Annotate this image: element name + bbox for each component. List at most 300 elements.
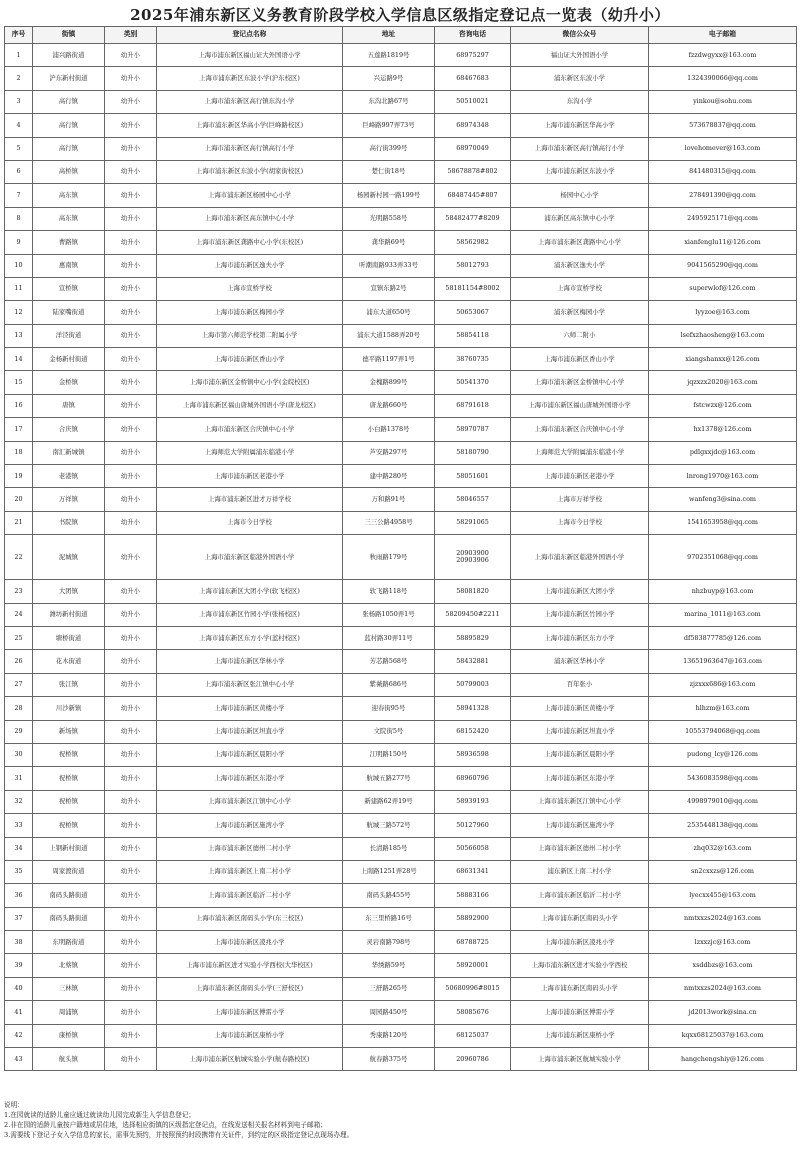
site-name-cell: 上海市浦东新区南码头小学(东三校区)	[157, 907, 343, 930]
row-number: 18	[5, 441, 33, 464]
phone-cell: 58920001	[435, 954, 511, 977]
table-row	[5, 767, 797, 790]
table-row	[5, 1001, 797, 1024]
type-cell: 幼升小	[105, 650, 157, 673]
phone-cell: 58180790	[435, 441, 511, 464]
page-title: 2025年浦东新区义务教育阶段学校入学信息区级指定登记点一览表（幼升小）	[130, 6, 670, 24]
table-row	[5, 207, 797, 230]
table-row	[5, 67, 797, 90]
row-number: 31	[5, 767, 33, 790]
type-cell: 幼升小	[105, 580, 157, 603]
row-number: 12	[5, 301, 33, 324]
phone-cell: 68152420	[435, 720, 511, 743]
note-line: 3.需要线下登记子女入学信息的家长，需事先预约，并按照预约时段携带有关证件，到约定的区级指定登记点现场办理。	[4, 1131, 354, 1139]
site-name-cell: 上海市浦东新区上南二村小学	[157, 860, 343, 883]
address-cell: 秀康路120号	[343, 1024, 435, 1047]
wechat-cell: 上海市浦东新区晨阳小学	[511, 743, 649, 766]
address-cell: 五莲路1819号	[343, 44, 435, 67]
town-cell: 沪东新村街道	[33, 67, 105, 90]
phone-cell: 38760735	[435, 348, 511, 371]
address-cell: 三三公路4958号	[343, 511, 435, 534]
wechat-cell: 浦东新区高东镇中心小学	[511, 207, 649, 230]
town-cell: 唐镇	[33, 394, 105, 417]
wechat-cell: 上海市浦东新区德州二村小学	[511, 837, 649, 860]
row-number: 20	[5, 488, 33, 511]
town-cell: 川沙新镇	[33, 697, 105, 720]
wechat-cell: 上海师范大学附属浦东临港小学	[511, 441, 649, 464]
site-name-cell: 上海市浦东新区合庆镇中心小学	[157, 418, 343, 441]
town-cell: 航头镇	[33, 1048, 105, 1071]
site-name-cell: 上海市浦东新区杨园中心小学	[157, 184, 343, 207]
table-row	[5, 954, 797, 977]
type-cell: 幼升小	[105, 488, 157, 511]
email-cell: 10553794068@qq.com	[649, 720, 797, 743]
header-email: 电子邮箱	[649, 27, 797, 44]
wechat-cell: 浦东新区上南二村小学	[511, 860, 649, 883]
row-number: 30	[5, 743, 33, 766]
wechat-cell: 上海市万祥学校	[511, 488, 649, 511]
phone-cell: 58012793	[435, 254, 511, 277]
type-cell: 幼升小	[105, 44, 157, 67]
wechat-cell: 上海市浦东新区坦直小学	[511, 720, 649, 743]
phone-cell: 58883166	[435, 884, 511, 907]
phone-cell: 68487445#807	[435, 184, 511, 207]
row-number: 38	[5, 931, 33, 954]
type-cell: 幼升小	[105, 954, 157, 977]
phone-cell: 68974348	[435, 114, 511, 137]
table-row	[5, 324, 797, 347]
address-cell: 软飞路118号	[343, 580, 435, 603]
site-name-cell: 上海市浦东新区高东镇中心小学	[157, 207, 343, 230]
address-cell: 龚华路69号	[343, 231, 435, 254]
phone-cell: 58291065	[435, 511, 511, 534]
email-cell: 841480315@qq.com	[649, 160, 797, 183]
note-line: 1.在园就读的适龄儿童应通过就读幼儿园完成新生入学信息登记；	[4, 1111, 195, 1119]
email-cell: hlhzm@163.com	[649, 697, 797, 720]
phone-cell: 58678878#802	[435, 160, 511, 183]
address-cell: 宣镇东路2号	[343, 277, 435, 300]
site-name-cell: 上海市浦东新区晨阳小学	[157, 743, 343, 766]
email-cell: kqxx68125037@163.com	[649, 1024, 797, 1047]
wechat-cell: 上海市浦东新区南码头小学	[511, 907, 649, 930]
address-cell: 浦东大道650号	[343, 301, 435, 324]
town-cell: 高行镇	[33, 90, 105, 113]
address-cell: 唐龙路660号	[343, 394, 435, 417]
table-row	[5, 860, 797, 883]
table-row	[5, 603, 797, 626]
row-number: 13	[5, 324, 33, 347]
table-row	[5, 697, 797, 720]
wechat-cell: 杨园中心小学	[511, 184, 649, 207]
type-cell: 幼升小	[105, 1024, 157, 1047]
wechat-cell: 上海市浦东新区南码头小学	[511, 977, 649, 1000]
row-number: 21	[5, 511, 33, 534]
site-name-cell: 上海市浦东新区张江镇中心小学	[157, 673, 343, 696]
site-name-cell: 上海市浦东新区逸夫小学	[157, 254, 343, 277]
table-row	[5, 488, 797, 511]
phone-cell: 58892900	[435, 907, 511, 930]
row-number: 15	[5, 371, 33, 394]
wechat-cell: 浦东新区逸夫小学	[511, 254, 649, 277]
table-row	[5, 673, 797, 696]
wechat-cell: 上海市浦东新区凌兆小学	[511, 931, 649, 954]
town-cell: 张江镇	[33, 673, 105, 696]
type-cell: 幼升小	[105, 790, 157, 813]
site-name-cell: 上海市浦东新区福山唐城外国语小学(唐龙校区)	[157, 394, 343, 417]
email-cell: 5436083598@qq.com	[649, 767, 797, 790]
table-header-row	[5, 27, 797, 44]
table-row	[5, 931, 797, 954]
email-cell: fstcwzx@126.com	[649, 394, 797, 417]
table-row	[5, 580, 797, 603]
town-cell: 周浦镇	[33, 1001, 105, 1024]
type-cell: 幼升小	[105, 277, 157, 300]
table-row	[5, 977, 797, 1000]
type-cell: 幼升小	[105, 301, 157, 324]
town-cell: 高行镇	[33, 137, 105, 160]
wechat-cell: 上海市浦东新区香山小学	[511, 348, 649, 371]
phone-cell: 20960786	[435, 1048, 511, 1071]
town-cell: 新场镇	[33, 720, 105, 743]
row-number: 26	[5, 650, 33, 673]
row-number: 35	[5, 860, 33, 883]
site-name-cell: 上海市浦东新区老港小学	[157, 465, 343, 488]
wechat-cell: 上海市浦东新区金桥镇中心小学	[511, 371, 649, 394]
site-name-cell: 上海师范大学附属浦东临港小学	[157, 441, 343, 464]
email-cell: zjzxxx686@163.com	[649, 673, 797, 696]
town-cell: 南码头路街道	[33, 907, 105, 930]
type-cell: 幼升小	[105, 371, 157, 394]
phone-cell: 58970787	[435, 418, 511, 441]
email-cell: 1541653958@qq.com	[649, 511, 797, 534]
address-cell: 航城五路277号	[343, 767, 435, 790]
table-row	[5, 114, 797, 137]
wechat-cell: 上海市宣桥学校	[511, 277, 649, 300]
email-cell: 9041565290@qq.com	[649, 254, 797, 277]
phone-cell: 68467683	[435, 67, 511, 90]
town-cell: 周家渡街道	[33, 860, 105, 883]
row-number: 42	[5, 1024, 33, 1047]
site-name-cell: 上海市浦东新区金桥镇中心小学(金皖校区)	[157, 371, 343, 394]
table-row	[5, 441, 797, 464]
site-name-cell: 上海市浦东新区施湾小学	[157, 814, 343, 837]
row-number: 41	[5, 1001, 33, 1024]
row-number: 24	[5, 603, 33, 626]
site-name-cell: 上海市浦东新区高行镇东沟小学	[157, 90, 343, 113]
site-name-cell: 上海市浦东新区香山小学	[157, 348, 343, 371]
town-cell: 惠南镇	[33, 254, 105, 277]
site-name-cell: 上海市浦东新区龚路中心小学(东校区)	[157, 231, 343, 254]
town-cell: 高桥镇	[33, 160, 105, 183]
email-cell: xiangshanxx@126.com	[649, 348, 797, 371]
type-cell: 幼升小	[105, 418, 157, 441]
header-address: 地址	[343, 27, 435, 44]
email-cell: hx1378@126.com	[649, 418, 797, 441]
row-number: 5	[5, 137, 33, 160]
wechat-cell: 上海市浦东新区康桥小学	[511, 1024, 649, 1047]
table-row	[5, 348, 797, 371]
site-name-cell: 上海市浦东新区航城实验小学(航春路校区)	[157, 1048, 343, 1071]
phone-cell: 50541370	[435, 371, 511, 394]
email-cell: lyyzoe@163.com	[649, 301, 797, 324]
table-row	[5, 394, 797, 417]
site-name-cell: 上海市浦东新区大团小学(软飞校区)	[157, 580, 343, 603]
phone-cell: 58181154#8002	[435, 277, 511, 300]
town-cell: 祝桥镇	[33, 790, 105, 813]
wechat-cell: 百年张小	[511, 673, 649, 696]
type-cell: 幼升小	[105, 860, 157, 883]
table-row	[5, 535, 797, 580]
wechat-cell: 东沟小学	[511, 90, 649, 113]
type-cell: 幼升小	[105, 1001, 157, 1024]
site-name-cell: 上海市浦东新区东波小学(沪东校区)	[157, 67, 343, 90]
type-cell: 幼升小	[105, 743, 157, 766]
table-row	[5, 1048, 797, 1071]
email-cell: xsddbzs@163.com	[649, 954, 797, 977]
email-cell: xianfenglu11@126.com	[649, 231, 797, 254]
type-cell: 幼升小	[105, 160, 157, 183]
table-row	[5, 790, 797, 813]
town-cell: 大团镇	[33, 580, 105, 603]
table-row	[5, 650, 797, 673]
wechat-cell: 上海市浦东新区福山唐城外国语小学	[511, 394, 649, 417]
table-row	[5, 743, 797, 766]
header-name: 登记点名称	[157, 27, 343, 44]
phone-cell: 68788725	[435, 931, 511, 954]
wechat-cell: 六师二附小	[511, 324, 649, 347]
wechat-cell: 浦东新区华林小学	[511, 650, 649, 673]
type-cell: 幼升小	[105, 137, 157, 160]
header-type: 类别	[105, 27, 157, 44]
row-number: 34	[5, 837, 33, 860]
row-number: 8	[5, 207, 33, 230]
town-cell: 书院镇	[33, 511, 105, 534]
address-cell: 江明路150号	[343, 743, 435, 766]
table-row	[5, 184, 797, 207]
wechat-cell: 上海市浦东新区临沂二村小学	[511, 884, 649, 907]
type-cell: 幼升小	[105, 931, 157, 954]
town-cell: 合庆镇	[33, 418, 105, 441]
address-cell: 周园路450号	[343, 1001, 435, 1024]
town-cell: 花木街道	[33, 650, 105, 673]
type-cell: 幼升小	[105, 1048, 157, 1071]
type-cell: 幼升小	[105, 626, 157, 649]
address-cell: 光明路558号	[343, 207, 435, 230]
table-row	[5, 371, 797, 394]
site-name-cell: 上海市浦东新区德州二村小学	[157, 837, 343, 860]
site-name-cell: 上海市浦东新区临沂二村小学	[157, 884, 343, 907]
town-cell: 浦兴路街道	[33, 44, 105, 67]
type-cell: 幼升小	[105, 673, 157, 696]
town-cell: 祝桥镇	[33, 814, 105, 837]
phone-cell: 68975297	[435, 44, 511, 67]
wechat-cell: 上海市浦东新区东波小学	[511, 160, 649, 183]
row-number: 22	[5, 535, 33, 580]
town-cell: 塘桥街道	[33, 626, 105, 649]
type-cell: 幼升小	[105, 114, 157, 137]
site-name-cell: 上海市浦东新区临港外国语小学	[157, 535, 343, 580]
row-number: 17	[5, 418, 33, 441]
table-row	[5, 44, 797, 67]
email-cell: 2495925171@qq.com	[649, 207, 797, 230]
phone-cell: 58895829	[435, 626, 511, 649]
type-cell: 幼升小	[105, 697, 157, 720]
row-number: 23	[5, 580, 33, 603]
town-cell: 北蔡镇	[33, 954, 105, 977]
town-cell: 高东镇	[33, 207, 105, 230]
phone-cell: 58209450#2211	[435, 603, 511, 626]
address-cell: 张杨路1050弄1号	[343, 603, 435, 626]
phone-cell: 50510021	[435, 90, 511, 113]
phone-cell: 68125037	[435, 1024, 511, 1047]
type-cell: 幼升小	[105, 254, 157, 277]
wechat-cell: 上海市今日学校	[511, 511, 649, 534]
site-name-cell: 上海市浦东新区东方小学(蓝村校区)	[157, 626, 343, 649]
type-cell: 幼升小	[105, 207, 157, 230]
type-cell: 幼升小	[105, 465, 157, 488]
wechat-cell: 福山证大外国语小学	[511, 44, 649, 67]
email-cell: lzxxzjc@163.com	[649, 931, 797, 954]
type-cell: 幼升小	[105, 977, 157, 1000]
address-cell: 芦安路297号	[343, 441, 435, 464]
phone-cell: 68960796	[435, 767, 511, 790]
wechat-cell: 上海市浦东新区临港外国语小学	[511, 535, 649, 580]
address-cell: 德平路1197弄1号	[343, 348, 435, 371]
type-cell: 幼升小	[105, 67, 157, 90]
row-number: 40	[5, 977, 33, 1000]
address-cell: 高行街399号	[343, 137, 435, 160]
address-cell: 秋雨路179号	[343, 535, 435, 580]
email-cell: lyecxx455@163.com	[649, 884, 797, 907]
type-cell: 幼升小	[105, 814, 157, 837]
email-cell: 9702351068@qq.com	[649, 535, 797, 580]
email-cell: wanfeng3@sina.com	[649, 488, 797, 511]
row-number: 37	[5, 907, 33, 930]
note-line: 2.非在园的适龄儿童按户籍地或居住地，选择相应街镇的区级指定登记点，在线发送相关报名材料到电子邮箱；	[4, 1121, 327, 1129]
table-row	[5, 1024, 797, 1047]
row-number: 7	[5, 184, 33, 207]
site-name-cell: 上海市浦东新区江镇中心小学	[157, 790, 343, 813]
email-cell: pdlgxxjdc@163.com	[649, 441, 797, 464]
type-cell: 幼升小	[105, 184, 157, 207]
address-cell: 南码头路455号	[343, 884, 435, 907]
row-number: 43	[5, 1048, 33, 1071]
row-number: 32	[5, 790, 33, 813]
town-cell: 洋泾街道	[33, 324, 105, 347]
email-cell: lsefxzhaosheng@163.com	[649, 324, 797, 347]
row-number: 28	[5, 697, 33, 720]
row-number: 10	[5, 254, 33, 277]
phone-cell: 58939193	[435, 790, 511, 813]
phone-cell: 58085676	[435, 1001, 511, 1024]
table-row	[5, 837, 797, 860]
email-cell: sn2cxxzs@126.com	[649, 860, 797, 883]
phone-cell	[435, 535, 511, 580]
table-row	[5, 301, 797, 324]
email-cell: 13651963647@163.com	[649, 650, 797, 673]
wechat-cell: 上海市浦东新区黄楼小学	[511, 697, 649, 720]
phone-number: 20903900	[456, 548, 489, 557]
email-cell: nmtxxzs2024@163.com	[649, 907, 797, 930]
phone-number: 20903906	[456, 556, 489, 565]
address-cell: 长清路185号	[343, 837, 435, 860]
table-row	[5, 231, 797, 254]
phone-cell: 68970049	[435, 137, 511, 160]
phone-cell: 58936598	[435, 743, 511, 766]
town-cell: 康桥镇	[33, 1024, 105, 1047]
type-cell: 幼升小	[105, 907, 157, 930]
address-cell: 航城三路572号	[343, 814, 435, 837]
phone-cell: 58081820	[435, 580, 511, 603]
row-number: 25	[5, 626, 33, 649]
wechat-cell: 上海市浦东新区江镇中心小学	[511, 790, 649, 813]
row-number: 33	[5, 814, 33, 837]
row-number: 2	[5, 67, 33, 90]
wechat-cell: 上海市浦东新区老港小学	[511, 465, 649, 488]
type-cell: 幼升小	[105, 348, 157, 371]
town-cell: 万祥镇	[33, 488, 105, 511]
town-cell: 高东镇	[33, 184, 105, 207]
email-cell: jd2013work@sina.cn	[649, 1001, 797, 1024]
phone-cell: 50799003	[435, 673, 511, 696]
address-cell: 建中路280号	[343, 465, 435, 488]
email-cell: lnrong1970@163.com	[649, 465, 797, 488]
table-row	[5, 137, 797, 160]
town-cell: 陆家嘴街道	[33, 301, 105, 324]
site-name-cell: 上海市浦东新区傅雷小学	[157, 1001, 343, 1024]
wechat-cell: 上海市浦东新区东港小学	[511, 767, 649, 790]
row-number: 29	[5, 720, 33, 743]
address-cell: 航春路375号	[343, 1048, 435, 1071]
site-name-cell: 上海市浦东新区坦直小学	[157, 720, 343, 743]
table-row	[5, 907, 797, 930]
row-number: 19	[5, 465, 33, 488]
row-number: 1	[5, 44, 33, 67]
address-cell: 华绣路59号	[343, 954, 435, 977]
header-town: 街镇	[33, 27, 105, 44]
town-cell: 祝桥镇	[33, 767, 105, 790]
town-cell: 金桥镇	[33, 371, 105, 394]
site-name-cell: 上海市浦东新区竹园小学(张杨校区)	[157, 603, 343, 626]
site-name-cell: 上海市浦东新区凌兆小学	[157, 931, 343, 954]
address-cell: 小白路1378号	[343, 418, 435, 441]
town-cell: 潍坊新村街道	[33, 603, 105, 626]
table-row	[5, 465, 797, 488]
notes	[4, 1100, 796, 1140]
town-cell: 金杨新村街道	[33, 348, 105, 371]
type-cell: 幼升小	[105, 90, 157, 113]
town-cell: 南汇新城镇	[33, 441, 105, 464]
email-cell: superwlof@126.com	[649, 277, 797, 300]
phone-cell: 58482477#8209	[435, 207, 511, 230]
row-number: 16	[5, 394, 33, 417]
email-cell: lovehomever@163.com	[649, 137, 797, 160]
town-cell: 东明路街道	[33, 931, 105, 954]
wechat-cell: 上海市浦东新区东方小学	[511, 626, 649, 649]
type-cell: 幼升小	[105, 837, 157, 860]
site-name-cell: 上海市浦东新区华林小学	[157, 650, 343, 673]
address-cell: 浦东大道1588弄20号	[343, 324, 435, 347]
table-row	[5, 90, 797, 113]
phone-cell: 58432881	[435, 650, 511, 673]
row-number: 11	[5, 277, 33, 300]
phone-cell: 50653067	[435, 301, 511, 324]
email-cell: nmtxxzs2024@163.com	[649, 977, 797, 1000]
wechat-cell: 上海市浦东新区航城实验小学	[511, 1048, 649, 1071]
wechat-cell: 上海市浦东新区合庆镇中心小学	[511, 418, 649, 441]
email-cell: pudong_lcy@126.com	[649, 743, 797, 766]
site-name-cell: 上海市浦东新区高行镇高行小学	[157, 137, 343, 160]
